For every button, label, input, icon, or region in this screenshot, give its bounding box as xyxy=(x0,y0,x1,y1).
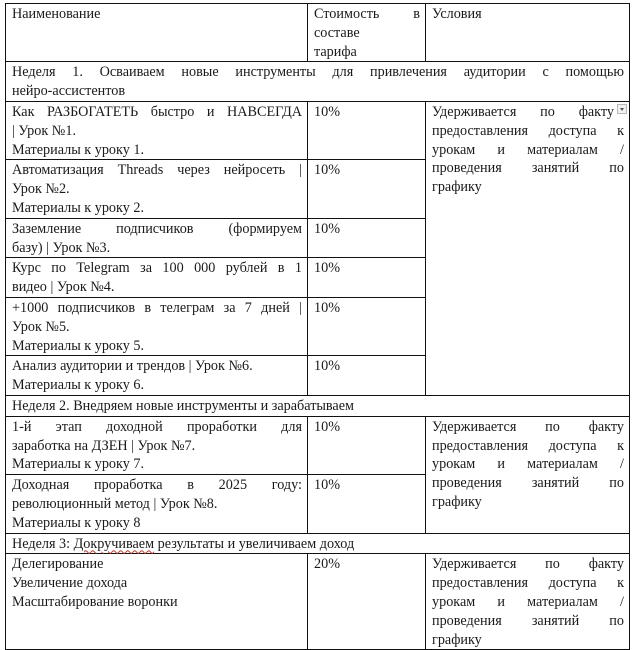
lesson-line: Материалы к уроку 7. xyxy=(12,456,145,473)
conditions-cell xyxy=(426,554,630,650)
week-row xyxy=(6,62,630,102)
lesson-line: Материалы к уроку 6. xyxy=(12,377,145,394)
lesson-line: Материалы к уроку 2. xyxy=(12,199,145,216)
lesson-line: Анализ аудитории и трендов | Урок №6. xyxy=(12,358,253,375)
lesson-name xyxy=(6,554,308,650)
lesson-row xyxy=(6,101,630,159)
week-title-prefix: Неделя 3: xyxy=(12,535,74,552)
lesson-cost xyxy=(308,356,426,396)
header-row xyxy=(6,4,630,62)
lesson-cost-value: 20% xyxy=(314,556,341,573)
lesson-line: Урок №2. xyxy=(12,181,70,198)
lesson-cost-value: 10% xyxy=(314,220,341,237)
week-row xyxy=(6,395,630,416)
week-row xyxy=(6,533,630,554)
header-cost-line: тарифа xyxy=(314,43,357,60)
lesson-line: Делегирование xyxy=(12,556,104,573)
lesson-name xyxy=(6,416,308,474)
condition-line: проведения занятий по xyxy=(432,612,624,629)
condition-line: Удерживается по факту xyxy=(432,418,624,435)
lesson-cost-value: 10% xyxy=(314,103,341,120)
lesson-line: | Урок №1. xyxy=(12,122,76,139)
tariff-table xyxy=(5,3,630,650)
header-cost-line: Стоимость в xyxy=(314,6,420,22)
lesson-row xyxy=(6,416,630,474)
lesson-name xyxy=(6,101,308,159)
lesson-name xyxy=(6,160,308,218)
condition-line: предоставления доступа к xyxy=(432,122,624,139)
lesson-cost xyxy=(308,297,426,355)
lesson-line: заработка на ДЗЕН | Урок №7. xyxy=(12,437,196,454)
lesson-cost-value: 10% xyxy=(314,418,341,435)
lesson-name xyxy=(6,258,308,298)
week-title xyxy=(6,62,630,102)
condition-line: графику xyxy=(432,179,482,196)
lesson-line: Увеличение дохода xyxy=(12,575,128,592)
condition-line: Удерживается по факту xyxy=(432,103,614,120)
lesson-cost-value: 10% xyxy=(314,477,341,494)
lesson-line: Материалы к уроку 1. xyxy=(12,141,145,158)
lesson-cost xyxy=(308,475,426,533)
conditions-cell xyxy=(426,101,630,395)
condition-line: урокам и материалам / xyxy=(432,593,624,610)
lesson-cost-value: 10% xyxy=(314,358,341,375)
week-title xyxy=(6,533,630,554)
week-title-line: Неделя 1. Осваиваем новые инструменты для привлечения аудитории с помощью xyxy=(12,64,624,81)
condition-line: урокам и материалам / xyxy=(432,456,624,473)
spellcheck-marked-word: Докручиваем xyxy=(73,535,155,552)
header-cost xyxy=(308,4,426,62)
lesson-cost-value: 10% xyxy=(314,260,341,277)
condition-line: проведения занятий по xyxy=(432,475,624,492)
lesson-cost-value: 10% xyxy=(314,162,341,179)
lesson-line: Материалы к уроку 8 xyxy=(12,514,141,531)
condition-line: предоставления доступа к xyxy=(432,575,624,592)
lesson-line: революционный метод | Урок №8. xyxy=(12,495,218,512)
lesson-line: Урок №5. xyxy=(12,318,70,335)
condition-line: урокам и материалам / xyxy=(432,141,624,158)
lesson-cost xyxy=(308,101,426,159)
lesson-line: Масштабирование воронки xyxy=(12,593,178,610)
header-name-text: Наименование xyxy=(12,6,101,22)
header-cost-line: составе xyxy=(314,24,360,41)
lesson-name xyxy=(6,297,308,355)
lesson-line: Доходная проработка в 2025 году: xyxy=(12,477,302,494)
lesson-row xyxy=(6,554,630,650)
week-title-line: Неделя 2. Внедряем новые инструменты и зарабатываем xyxy=(12,397,355,414)
condition-line: предоставления доступа к xyxy=(432,437,624,454)
condition-line: Удерживается по факту xyxy=(432,556,624,573)
lesson-line: Курс по Telegram за 100 000 рублей в 1 xyxy=(12,260,302,277)
week-title xyxy=(6,395,630,416)
lesson-line: Как РАЗБОГАТЕТЬ быстро и НАВСЕГДА xyxy=(12,103,302,120)
header-name xyxy=(6,4,308,62)
dropdown-arrow-icon[interactable] xyxy=(617,104,627,114)
lesson-line: +1000 подписчиков в телеграм за 7 дней | xyxy=(12,299,302,316)
lesson-cost xyxy=(308,554,426,650)
lesson-name xyxy=(6,475,308,533)
condition-line: графику xyxy=(432,631,482,648)
lesson-line: базу) | Урок №3. xyxy=(12,239,111,256)
header-conditions xyxy=(426,4,630,62)
lesson-line: Автоматизация Threads через нейросеть | xyxy=(12,162,302,179)
lesson-line: Материалы к уроку 5. xyxy=(12,337,145,354)
lesson-cost xyxy=(308,416,426,474)
week-title-line: нейро-ассистентов xyxy=(12,83,126,100)
lesson-name xyxy=(6,218,308,258)
lesson-cost-value: 10% xyxy=(314,299,341,316)
condition-line: проведения занятий по xyxy=(432,160,624,177)
condition-line: графику xyxy=(432,493,482,510)
lesson-cost xyxy=(308,160,426,218)
header-conditions-text: Условия xyxy=(432,6,482,22)
lesson-line: видео | Урок №4. xyxy=(12,279,115,296)
lesson-line: Заземление подписчиков (формируем xyxy=(12,220,302,237)
conditions-cell xyxy=(426,416,630,533)
lesson-cost xyxy=(308,218,426,258)
lesson-line: 1-й этап доходной проработки для xyxy=(12,418,302,435)
lesson-cost xyxy=(308,258,426,298)
lesson-name xyxy=(6,356,308,396)
week-title-suffix: результаты и увеличиваем доход xyxy=(154,535,355,552)
